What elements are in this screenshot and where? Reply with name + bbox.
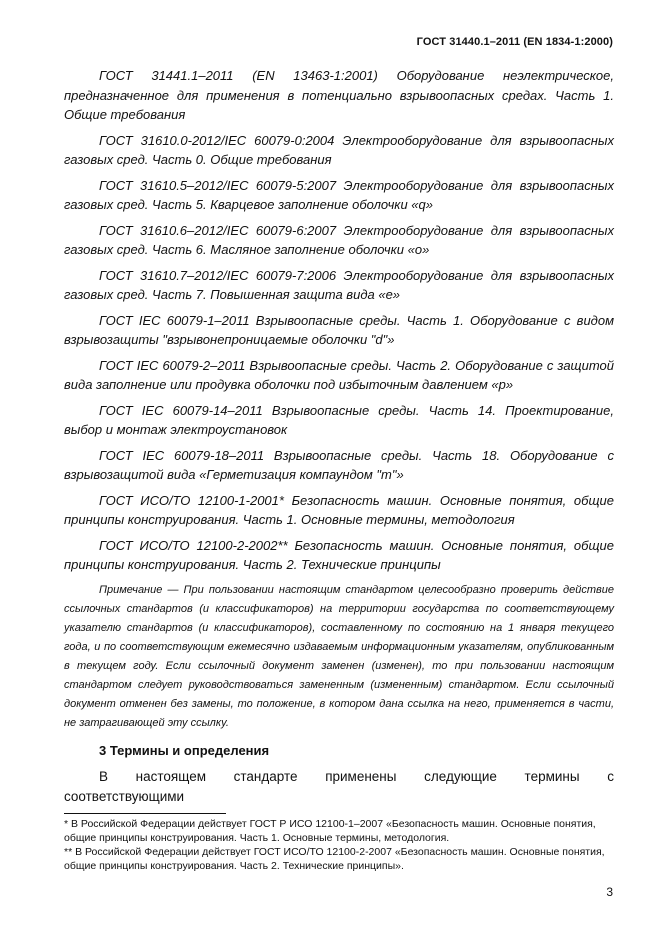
section-heading: 3 Термины и определения <box>99 742 270 758</box>
body-content <box>64 66 614 807</box>
document-header: ГОСТ 31440.1–2011 (EN 1834-1:2000) <box>416 36 613 48</box>
note-paragraph: Примечание — При пользовании настоящим стандартом целесообразно проверить действие ссылочных стандартов (и классификаторов) на территории государства по соответствующему указателю стандартов (и классификаторов), составленному по состоянию на 1 января текущего года, и по соответствующим ежемесячно издаваемым информационным указателям, опубликованным в текущем году. Если ссылочный документ заменен (изменен), то при пользовании настоящим стандартом следует руководствоваться замененным (измененным) стандартом. Если ссылочный документ отменен без замены, то положение, в котором дана ссылка на него, применяется в части, не затрагивающей эту ссылку. <box>64 583 614 729</box>
footnote-divider <box>64 813 226 814</box>
reference-item: ГОСТ 31610.6–2012/IEC 60079-6:2007 Электрооборудование для взрывоопасных газовых сред. Часть 6. Масляное заполнение оболочки «о» <box>64 222 614 257</box>
footnotes <box>64 818 614 874</box>
page-number: 3 <box>606 885 613 899</box>
reference-item: ГОСТ ИСО/ТО 12100-1-2001* Безопасность машин. Основные понятия, общие принципы конструирования. Часть 1. Основные термины, методология <box>64 492 614 527</box>
footnote: * В Российской Федерации действует ГОСТ Р ИСО 12100-1–2007 «Безопасность машин. Основные понятия, общие принципы конструирования. Часть 1. Основные термины, методология. <box>64 818 596 844</box>
section-intro: В настоящем стандарте применены следующие термины с соответствующими <box>64 768 614 804</box>
reference-item: ГОСТ IEC 60079-18–2011 Взрывоопасные среды. Часть 18. Оборудование с взрывозащитой вида «Герметизация компаундом "m"» <box>64 447 614 482</box>
reference-item: ГОСТ IEC 60079-2–2011 Взрывоопасные среды. Часть 2. Оборудование с защитой вида заполнение или продувка оболочки под избыточным давлением «р» <box>64 357 614 392</box>
reference-item: ГОСТ IEC 60079-1–2011 Взрывоопасные среды. Часть 1. Оборудование с видом взрывозащиты "взрывонепроницаемые оболочки "d"» <box>64 312 614 347</box>
reference-item: ГОСТ IEC 60079-14–2011 Взрывоопасные среды. Часть 14. Проектирование, выбор и монтаж электроустановок <box>64 402 614 437</box>
reference-item: ГОСТ ИСО/ТО 12100-2-2002** Безопасность машин. Основные понятия, общие принципы конструирования. Часть 2. Технические принципы <box>64 537 614 572</box>
reference-item: ГОСТ 31610.0-2012/IEC 60079-0:2004 Электрооборудование для взрывоопасных газовых сред. Часть 0. Общие требования <box>64 132 614 167</box>
reference-item: ГОСТ 31441.1–2011 (EN 13463-1:2001) Оборудование неэлектрическое, предназначенное для применения в потенциально взрывоопасных средах. Часть 1. Общие требования <box>64 68 614 122</box>
reference-item: ГОСТ 31610.7–2012/IEC 60079-7:2006 Электрооборудование для взрывоопасных газовых сред. Часть 7. Повышенная защита вида «е» <box>64 267 614 302</box>
footnote: ** В Российской Федерации действует ГОСТ ИСО/ТО 12100-2-2007 «Безопасность машин. Основные понятия, общие принципы конструирования. Часть 2. Технические принципы». <box>64 846 605 872</box>
reference-item: ГОСТ 31610.5–2012/IEC 60079-5:2007 Электрооборудование для взрывоопасных газовых сред. Часть 5. Кварцевое заполнение оболочки «q» <box>64 177 614 212</box>
